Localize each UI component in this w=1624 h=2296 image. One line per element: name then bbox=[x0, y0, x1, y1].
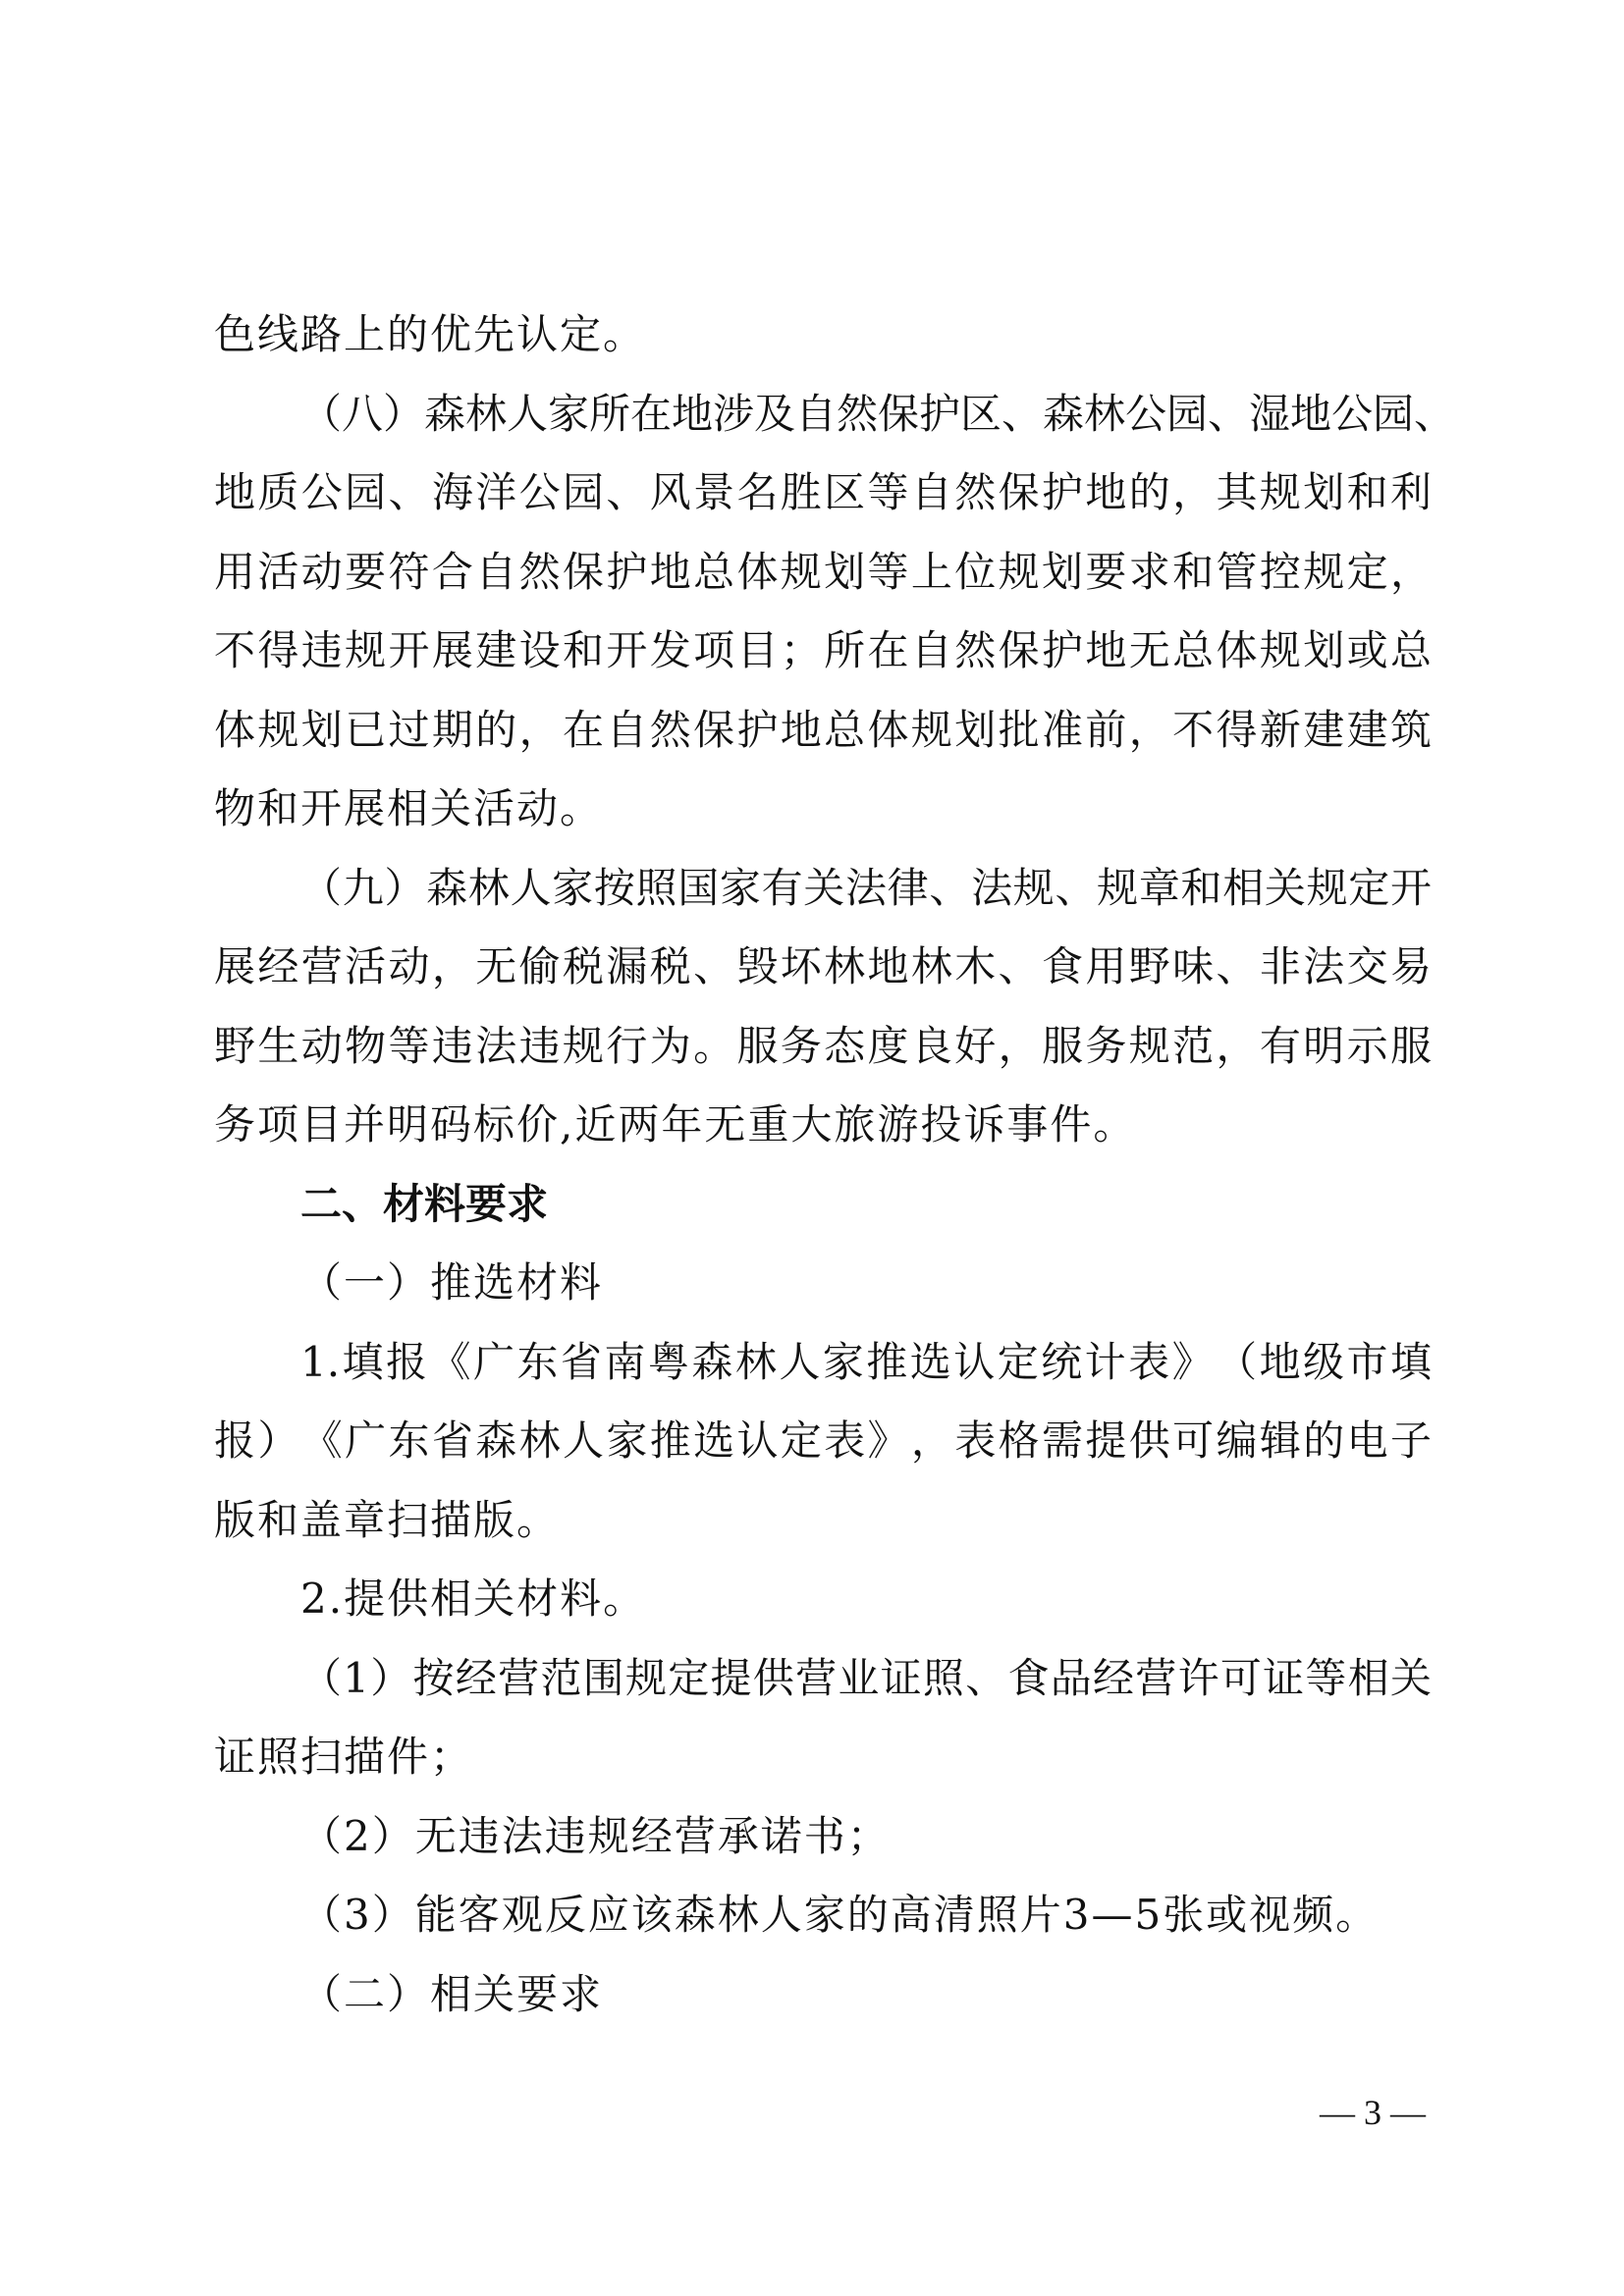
section-heading-materials: 二、材料要求 bbox=[300, 1180, 549, 1228]
page-number: — 3 — bbox=[1320, 2093, 1426, 2132]
body-text-line: 证照扫描件； bbox=[214, 1733, 474, 1781]
body-text-line: 展​经​营​活​动​，​无​偷​税​漏​税​、​毁​坏​林​地​林​木​、​食​用​野​味​、​非​法​交​易 bbox=[214, 942, 1432, 990]
sub-item-one-start: （​1​）​按​经​营​范​围​规​定​提​供​营​业​证​照​、​食​品​经​营​许​可​证​等​相​关 bbox=[300, 1654, 1432, 1702]
body-text-line: 物和开展相关活动。 bbox=[214, 784, 604, 832]
body-text-line: 地​质​公​园​、​海​洋​公​园​、​风​景​名​胜​区​等​自​然​保​护​地​的​，​其​规​划​和​利 bbox=[214, 468, 1432, 516]
body-text-line: 体​规​划​已​过​期​的​，​在​自​然​保​护​地​总​体​规​划​批​准​前​，​不​得​新​建​建​筑 bbox=[214, 706, 1432, 754]
body-text-line: 版和盖章扫描版。 bbox=[214, 1496, 561, 1544]
subsection-heading-recommendation-materials: （一）推选材料 bbox=[300, 1258, 604, 1307]
body-text-line: 野​生​动​物​等​违​法​违​规​行​为​。​服​务​态​度​良​好​，​服​务​规​范​，​有​明​示​服 bbox=[214, 1022, 1432, 1070]
body-text-line: 报​）​《​广​东​省​森​林​人​家​推​选​认​定​表​》​，​表​格​需​提​供​可​编​辑​的​电​子 bbox=[214, 1416, 1432, 1465]
body-text-line: 用​活​动​要​符​合​自​然​保​护​地​总​体​规​划​等​上​位​规​划​要​求​和​管​控​规​定​， bbox=[214, 548, 1432, 596]
subsection-heading-related-requirements: （二）相关要求 bbox=[300, 1970, 604, 2018]
list-item-two: 2.提供相关材料。 bbox=[300, 1575, 647, 1623]
list-item-one-start: 1​.​填​报​《​广​东​省​南​粤​森​林​人​家​推​选​认​定​统​计​表​》​（​地​级​市​填 bbox=[300, 1338, 1432, 1386]
paragraph-nine-start: （​九​）​森​林​人​家​按​照​国​家​有​关​法​律​、​法​规​、​规​章​和​相​关​规​定​开 bbox=[300, 864, 1432, 912]
body-text-line: 务项目并明码标价,近两年无重大旅游投诉事件。 bbox=[214, 1100, 1137, 1148]
body-text-line: 不​得​违​规​开​展​建​设​和​开​发​项​目​；​所​在​自​然​保​护​地​无​总​体​规​划​或​总 bbox=[214, 626, 1432, 674]
sub-item-three: （3）能客观反应该森林人家的高清照片3—5张或视频。 bbox=[300, 1891, 1380, 1939]
sub-item-two: （2）无违法违规经营承诺书； bbox=[300, 1812, 891, 1860]
paragraph-eight-start: （​八​）​森​林​人​家​所​在​地​涉​及​自​然​保​护​区​、​森​林​公​园​、​湿​地​公​园​、 bbox=[300, 390, 1456, 438]
body-text-line: 色线路上的优先认定。 bbox=[214, 310, 647, 358]
